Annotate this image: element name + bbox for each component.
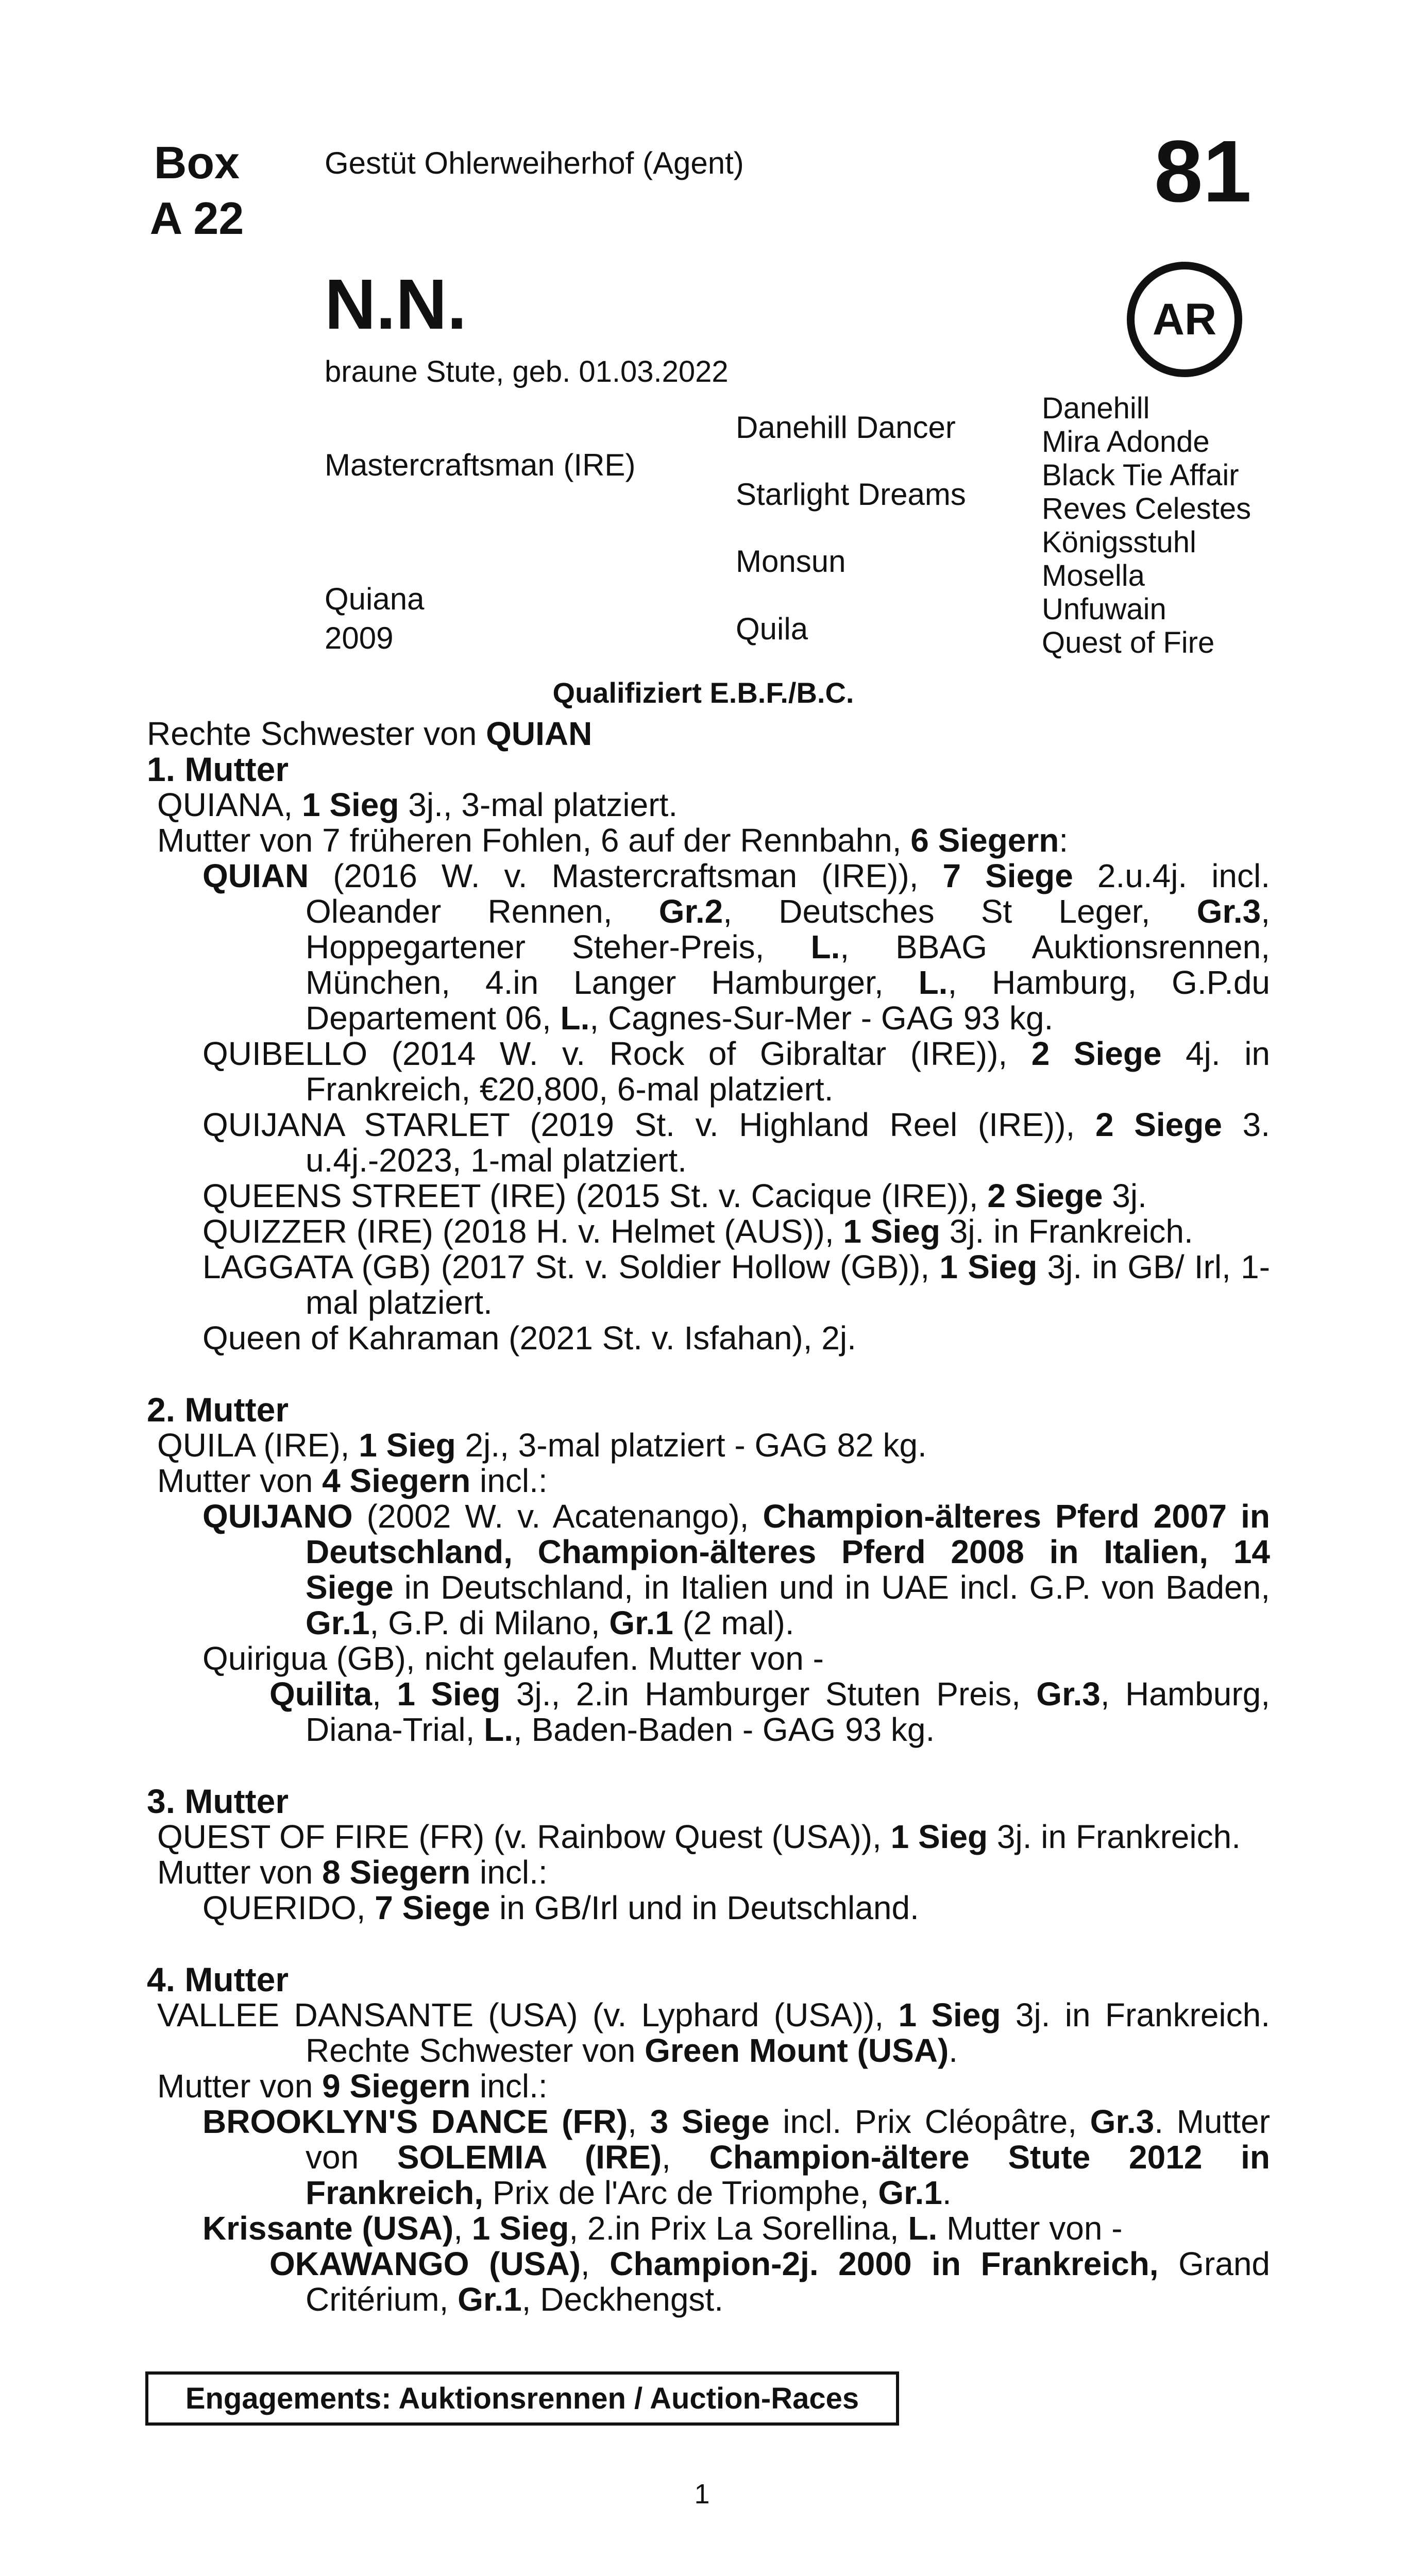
family-section [147,716,1270,2317]
horse-description: braune Stute, geb. 01.03.2022 [325,355,729,388]
dam-3-line: QUEST OF FIRE (FR) (v. Rainbow Quest (USA)), 1 Sieg 3j. in Frankreich. [157,1818,1241,1855]
dam-2-heading: 2. Mutter [147,1391,289,1429]
pedigree-gen3-item: Quest of Fire [1042,626,1215,659]
box-label: Box [154,137,240,188]
pedigree-gen3-list [1042,392,1251,659]
dam-1-line: QUIANA, 1 Sieg 3j., 3-mal platziert. [157,786,678,823]
dam-2-produce: Mutter von 4 Siegern incl.: [157,1462,548,1499]
engagements-box [145,2371,899,2426]
pedigree-gen2-item: Monsun [736,544,846,579]
pedigree-gen3-item: Reves Celestes [1042,492,1251,526]
offspring-queens-street: QUEENS STREET (IRE) (2015 St. v. Cacique (IRE)), 2 Siege 3j. [202,1177,1147,1214]
ar-badge-label: AR [1152,294,1217,344]
pedigree-dam-year: 2009 [325,621,394,655]
intro-line: Rechte Schwester von QUIAN [147,715,593,752]
offspring-querido: QUERIDO, 7 Siege in GB/Irl und in Deutschland. [202,1889,919,1926]
pedigree-gen3-item: Königsstuhl [1042,526,1196,559]
horse-name: N.N. [325,265,467,344]
box-number: A 22 [149,193,244,244]
pedigree-gen2-item: Starlight Dreams [736,477,966,512]
offspring-krissante: Krissante (USA), 1 Sieg, 2.in Prix La Sorellina, L. Mutter von - [202,2210,1123,2247]
dam-3-heading: 3. Mutter [147,1782,289,1820]
pedigree-gen3-item: Mira Adonde [1042,425,1210,459]
pedigree-gen3-item: Unfuwain [1042,592,1166,626]
offspring-brooklyns-dance: BROOKLYN'S DANCE (FR), 3 Siege incl. Prix Cléopâtre, Gr.3. Mutter von SOLEMIA (IRE), Champion-ältere Stute 2012 in Frankreich, Prix de l'Arc de Triomphe, Gr.1. [202,2103,1271,2211]
offspring-okawango: OKAWANGO (USA), Champion-2j. 2000 in Frankreich, Grand Critérium, Gr.1, Deckhengst. [269,2245,1271,2318]
lot-number: 81 [1154,123,1252,221]
offspring-quizzer: QUIZZER (IRE) (2018 H. v. Helmet (AUS)), 1 Sieg 3j. in Frankreich. [202,1213,1193,1250]
offspring-quirigua: Quirigua (GB), nicht gelaufen. Mutter von - [202,1640,824,1677]
engagements-label: Engagements: Auktionsrennen / Auction-Races [185,2382,859,2415]
seller-name: Gestüt Ohlerweiherhof (Agent) [325,146,744,180]
dam-4-produce: Mutter von 9 Siegern incl.: [157,2067,548,2105]
pedigree-sire: Mastercraftsman (IRE) [325,448,636,482]
pedigree-gen2-item: Danehill Dancer [736,410,956,445]
pedigree-gen3-item: Mosella [1042,559,1145,592]
page-number: 1 [694,2479,710,2510]
offspring-quijana: QUIJANA STARLET (2019 St. v. Highland Reel (IRE)), 2 Siege 3. u.4j.-2023, 1-mal platziert. [202,1106,1271,1179]
offspring-queen-of-kahraman: Queen of Kahraman (2021 St. v. Isfahan), 2j. [202,1319,856,1357]
ar-badge-icon [1127,262,1242,377]
offspring-laggata: LAGGATA (GB) (2017 St. v. Soldier Hollow (GB)), 1 Sieg 3j. in GB/ Irl, 1-mal platziert. [202,1248,1271,1321]
dam-1-produce: Mutter von 7 früheren Fohlen, 6 auf der Rennbahn, 6 Siegern: [157,822,1069,859]
pedigree-gen2-item: Quila [736,612,808,646]
dam-4-heading: 4. Mutter [147,1960,289,1998]
dam-4-line: VALLEE DANSANTE (USA) (v. Lyphard (USA)), 1 Sieg 3j. in Frankreich. Rechte Schwester von Green Mount (USA). [157,1996,1270,2069]
qualification: Qualifiziert E.B.F./B.C. [552,676,854,709]
offspring-quilita: Quilita, 1 Sieg 3j., 2.in Hamburger Stuten Preis, Gr.3, Hamburg, Diana-Trial, L., Baden-Baden - GAG 93 kg. [269,1675,1271,1748]
pedigree-gen3-item: Danehill [1042,392,1150,425]
dam-1-heading: 1. Mutter [147,750,289,788]
pedigree-dam: Quiana [325,582,425,616]
dam-2-line: QUILA (IRE), 1 Sieg 2j., 3-mal platziert - GAG 82 kg. [157,1427,927,1464]
dam-3-produce: Mutter von 8 Siegern incl.: [157,1854,548,1891]
offspring-quian: QUIAN (2016 W. v. Mastercraftsman (IRE)), 7 Siege 2.u.4j. incl. Oleander Rennen, Gr.2, Deutsches St Leger, Gr.3, Hoppegartener Steher-Preis, L., BBAG Auktionsrennen, München, 4.in Langer Hamburger, L., Hamburg, G.P.du Departement 06, L., Cagnes-Sur-Mer - GAG 93 kg. [202,857,1271,1037]
pedigree-gen3-item: Black Tie Affair [1042,459,1239,492]
offspring-quijano: QUIJANO (2002 W. v. Acatenango), Champion-älteres Pferd 2007 in Deutschland, Champion-älteres Pferd 2008 in Italien, 14 Siege in Deutschland, in Italien und in UAE incl. G.P. von Baden, Gr.1, G.P. di Milano, Gr.1 (2 mal). [202,1498,1271,1641]
offspring-quibello: QUIBELLO (2014 W. v. Rock of Gibraltar (IRE)), 2 Siege 4j. in Frankreich, €20,800, 6-mal platziert. [202,1035,1271,1108]
